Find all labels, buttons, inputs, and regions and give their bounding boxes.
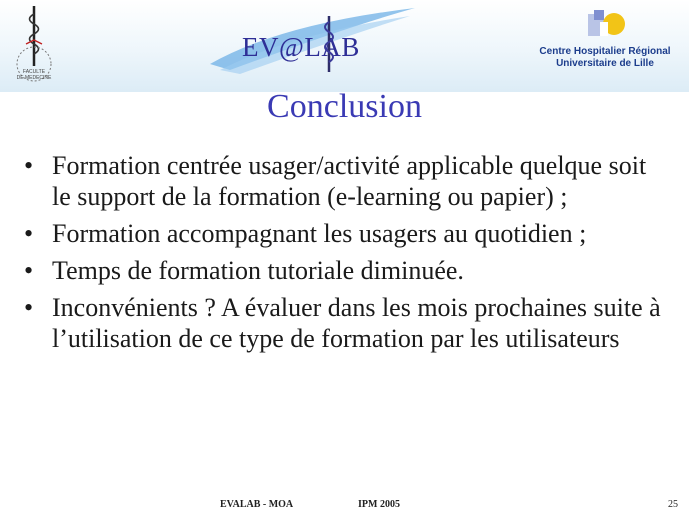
footer-left: EVALAB - MOA	[220, 499, 294, 510]
bullet-dot: •	[24, 293, 34, 322]
bullet-dot: •	[24, 256, 34, 285]
rod-of-asclepius-icon	[318, 14, 340, 74]
chru-emblem-icon	[530, 8, 680, 44]
bullet-item	[22, 255, 662, 286]
faculty-logo	[6, 4, 62, 84]
slide-title: Conclusion	[267, 88, 422, 125]
bullet-dot: •	[24, 219, 34, 248]
chru-logo	[530, 8, 680, 78]
footer-middle: IPM 2005	[358, 499, 400, 510]
org-line-1: Centre Hospitalier Régional	[539, 46, 671, 57]
faculty-emblem-icon	[6, 4, 62, 84]
faculty-logo-text-2: DE MEDECINE	[16, 75, 52, 81]
bullet-item	[22, 292, 662, 354]
slide-footer	[0, 496, 689, 514]
faculty-logo-text-1: FACULTE	[22, 69, 46, 75]
bullet-text: Temps de formation tutoriale diminuée.	[52, 256, 464, 285]
page-number: 25	[668, 499, 678, 510]
bullet-list	[22, 150, 662, 360]
bullet-text: Formation accompagnant les usagers au quotidien ;	[52, 219, 587, 248]
evalab-logo	[200, 4, 420, 76]
org-line-2: Universitaire de Lille	[556, 58, 654, 69]
bullet-item	[22, 218, 662, 249]
bullet-dot: •	[24, 151, 34, 180]
org-name	[530, 46, 680, 70]
bullet-text: Formation centrée usager/activité applicable quelque soit le support de la formation (e-learning ou papier) ;	[52, 151, 647, 211]
bullet-item	[22, 150, 662, 212]
brand-name: EV@LAB	[242, 32, 360, 62]
bullet-text: Inconvénients ? A évaluer dans les mois prochaines suite à l’utilisation de ce type de formation par les utilisateurs	[52, 293, 661, 353]
